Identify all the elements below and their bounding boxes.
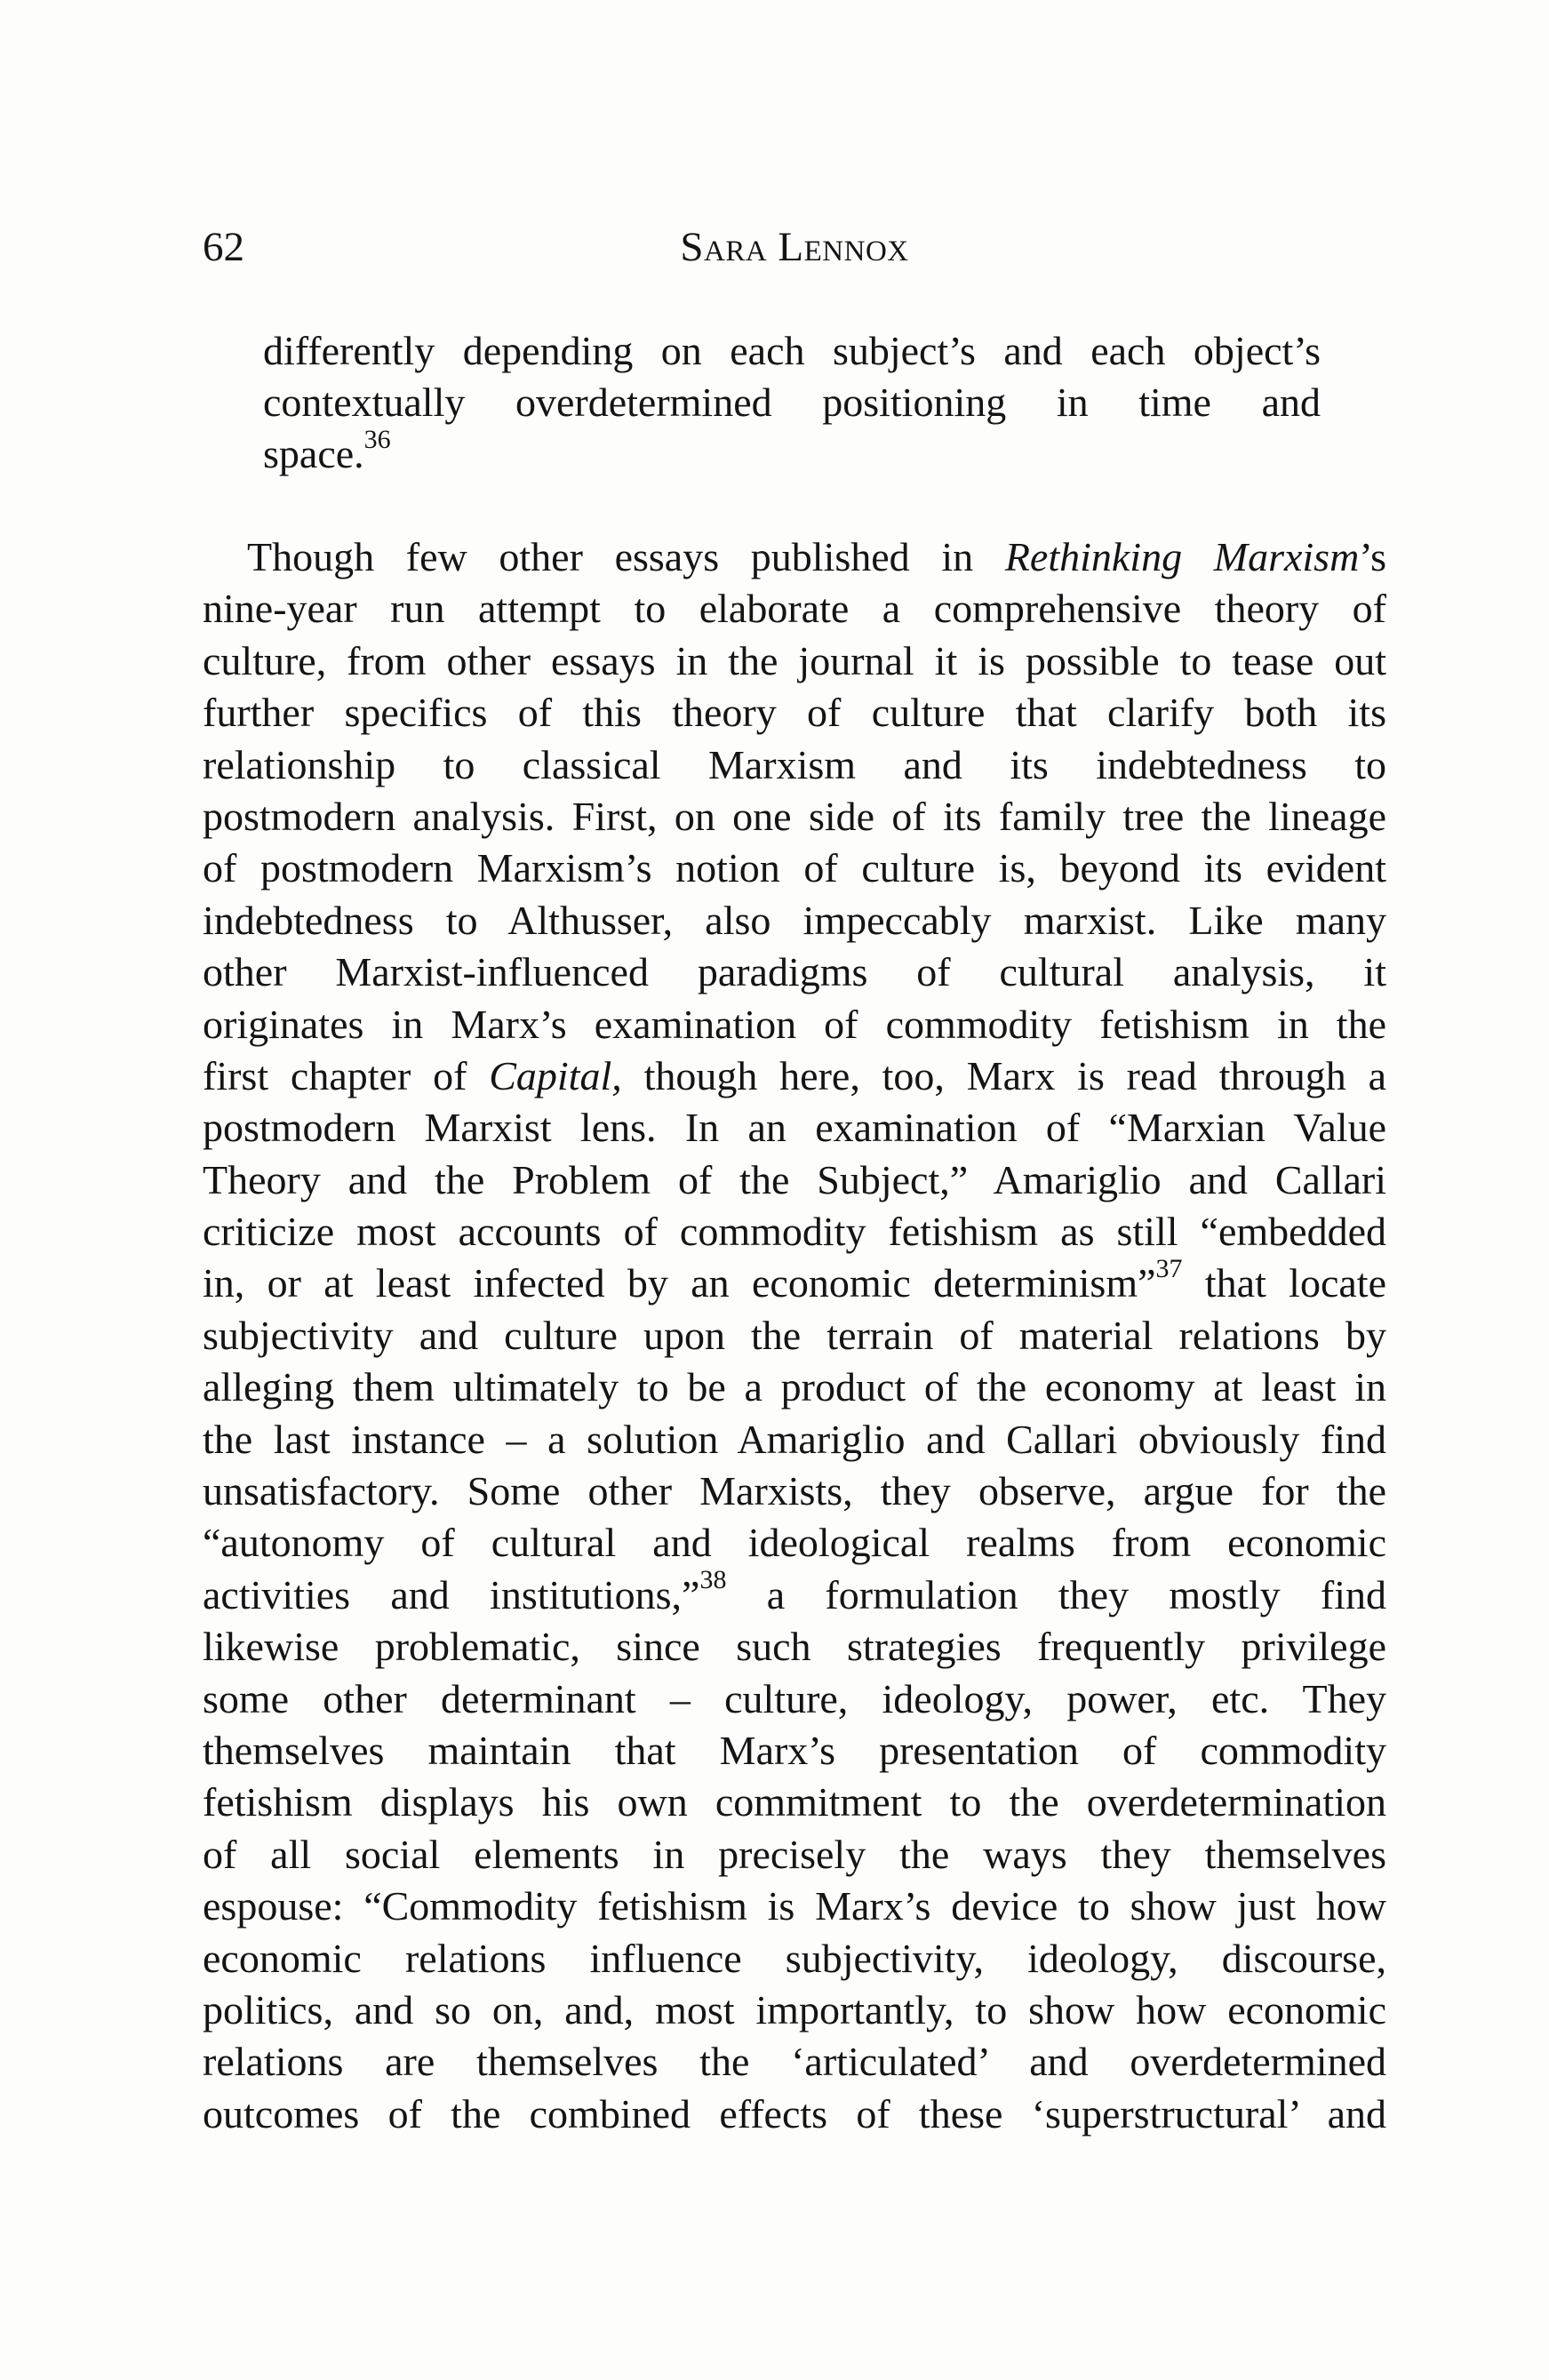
text-line: originates in Marx’s examination of commodity fetishism in the xyxy=(203,1001,1386,1047)
journal-title: Rethinking Marxism xyxy=(1004,534,1360,579)
block-quote xyxy=(263,325,1321,480)
book-title: Capital, xyxy=(489,1052,622,1098)
text-line xyxy=(203,1254,1386,1309)
text-run: a formulation they mostly find xyxy=(726,1571,1387,1617)
quote-line: contextually overdetermined positioning in time and xyxy=(263,379,1321,425)
quote-line: differently depending on each subject’s and each object’s xyxy=(263,328,1321,373)
text-line: of postmodern Marxism’s notion of culture is, beyond its evident xyxy=(203,845,1386,891)
text-line: culture, from other essays in the journal it is possible to tease out xyxy=(203,637,1386,683)
text-run: though here, too, Marx is read through a xyxy=(621,1052,1386,1098)
text-line: fetishism displays his own commitment to the overdetermination xyxy=(203,1779,1386,1825)
text-line: likewise problematic, since such strategies frequently privilege xyxy=(203,1624,1386,1670)
text-run: in, or at least infected by an economic determinism” xyxy=(203,1260,1156,1306)
quote-line-text: space. xyxy=(263,431,364,476)
text-run: Though few other essays published in xyxy=(247,534,1005,579)
quote-line xyxy=(263,424,1321,480)
text-line xyxy=(203,531,1386,583)
text-line: themselves maintain that Marx’s presentation of commodity xyxy=(203,1727,1386,1773)
text-line: some other determinant – culture, ideology, power, etc. They xyxy=(203,1675,1386,1721)
text-line: alleging them ultimately to be a product of the economy at least in xyxy=(203,1364,1386,1410)
text-line: other Marxist-influenced paradigms of cultural analysis, it xyxy=(203,949,1386,995)
text-line: nine-year run attempt to elaborate a comprehensive theory of xyxy=(203,586,1386,632)
body-paragraph xyxy=(203,531,1386,2140)
page-header xyxy=(203,220,1386,274)
text-run: ’s xyxy=(1359,534,1386,579)
text-line: criticize most accounts of commodity fetishism as still “embedded xyxy=(203,1209,1386,1255)
text-line: Theory and the Problem of the Subject,” Amariglio and Callari xyxy=(203,1156,1386,1202)
footnote-marker: 38 xyxy=(699,1565,727,1595)
text-line: the last instance – a solution Amariglio and Callari obviously find xyxy=(203,1416,1386,1462)
text-line xyxy=(203,1565,1387,1621)
text-line: “autonomy of cultural and ideological realms from economic xyxy=(203,1520,1386,1566)
text-line: outcomes of the combined effects of these ‘superstructural’ and xyxy=(203,2090,1386,2136)
text-line: indebtedness to Althusser, also impeccably marxist. Like many xyxy=(203,897,1386,943)
text-line: economic relations influence subjectivity, ideology, discourse, xyxy=(203,1935,1386,1981)
text-run: that locate xyxy=(1182,1260,1386,1306)
text-run: activities and institutions,” xyxy=(203,1571,700,1617)
text-line: subjectivity and culture upon the terrain of material relations by xyxy=(203,1312,1386,1358)
text-line: relationship to classical Marxism and its indebtedness to xyxy=(203,741,1386,787)
text-line: postmodern Marxist lens. In an examination of “Marxian Value xyxy=(203,1105,1386,1151)
text-run: first chapter of xyxy=(203,1052,490,1098)
text-line xyxy=(203,1050,1386,1102)
page-number: 62 xyxy=(203,224,244,270)
text-line: unsatisfactory. Some other Marxists, they observe, argue for the xyxy=(203,1468,1386,1514)
footnote-marker: 37 xyxy=(1155,1254,1183,1284)
footnote-marker: 36 xyxy=(363,424,391,454)
text-line: further specifics of this theory of culture that clarify both its xyxy=(203,690,1386,736)
text-line: politics, and so on, and, most importantly, to show how economic xyxy=(203,1986,1386,2033)
text-line: of all social elements in precisely the ways they themselves xyxy=(203,1831,1386,1877)
text-line: postmodern analysis. First, on one side of its family tree the lineage xyxy=(203,793,1386,839)
text-line: relations are themselves the ‘articulated’ and overdetermined xyxy=(203,2039,1386,2085)
running-head: Sara Lennox xyxy=(680,224,909,270)
text-line: espouse: “Commodity fetishism is Marx’s device to show just how xyxy=(203,1883,1386,1929)
